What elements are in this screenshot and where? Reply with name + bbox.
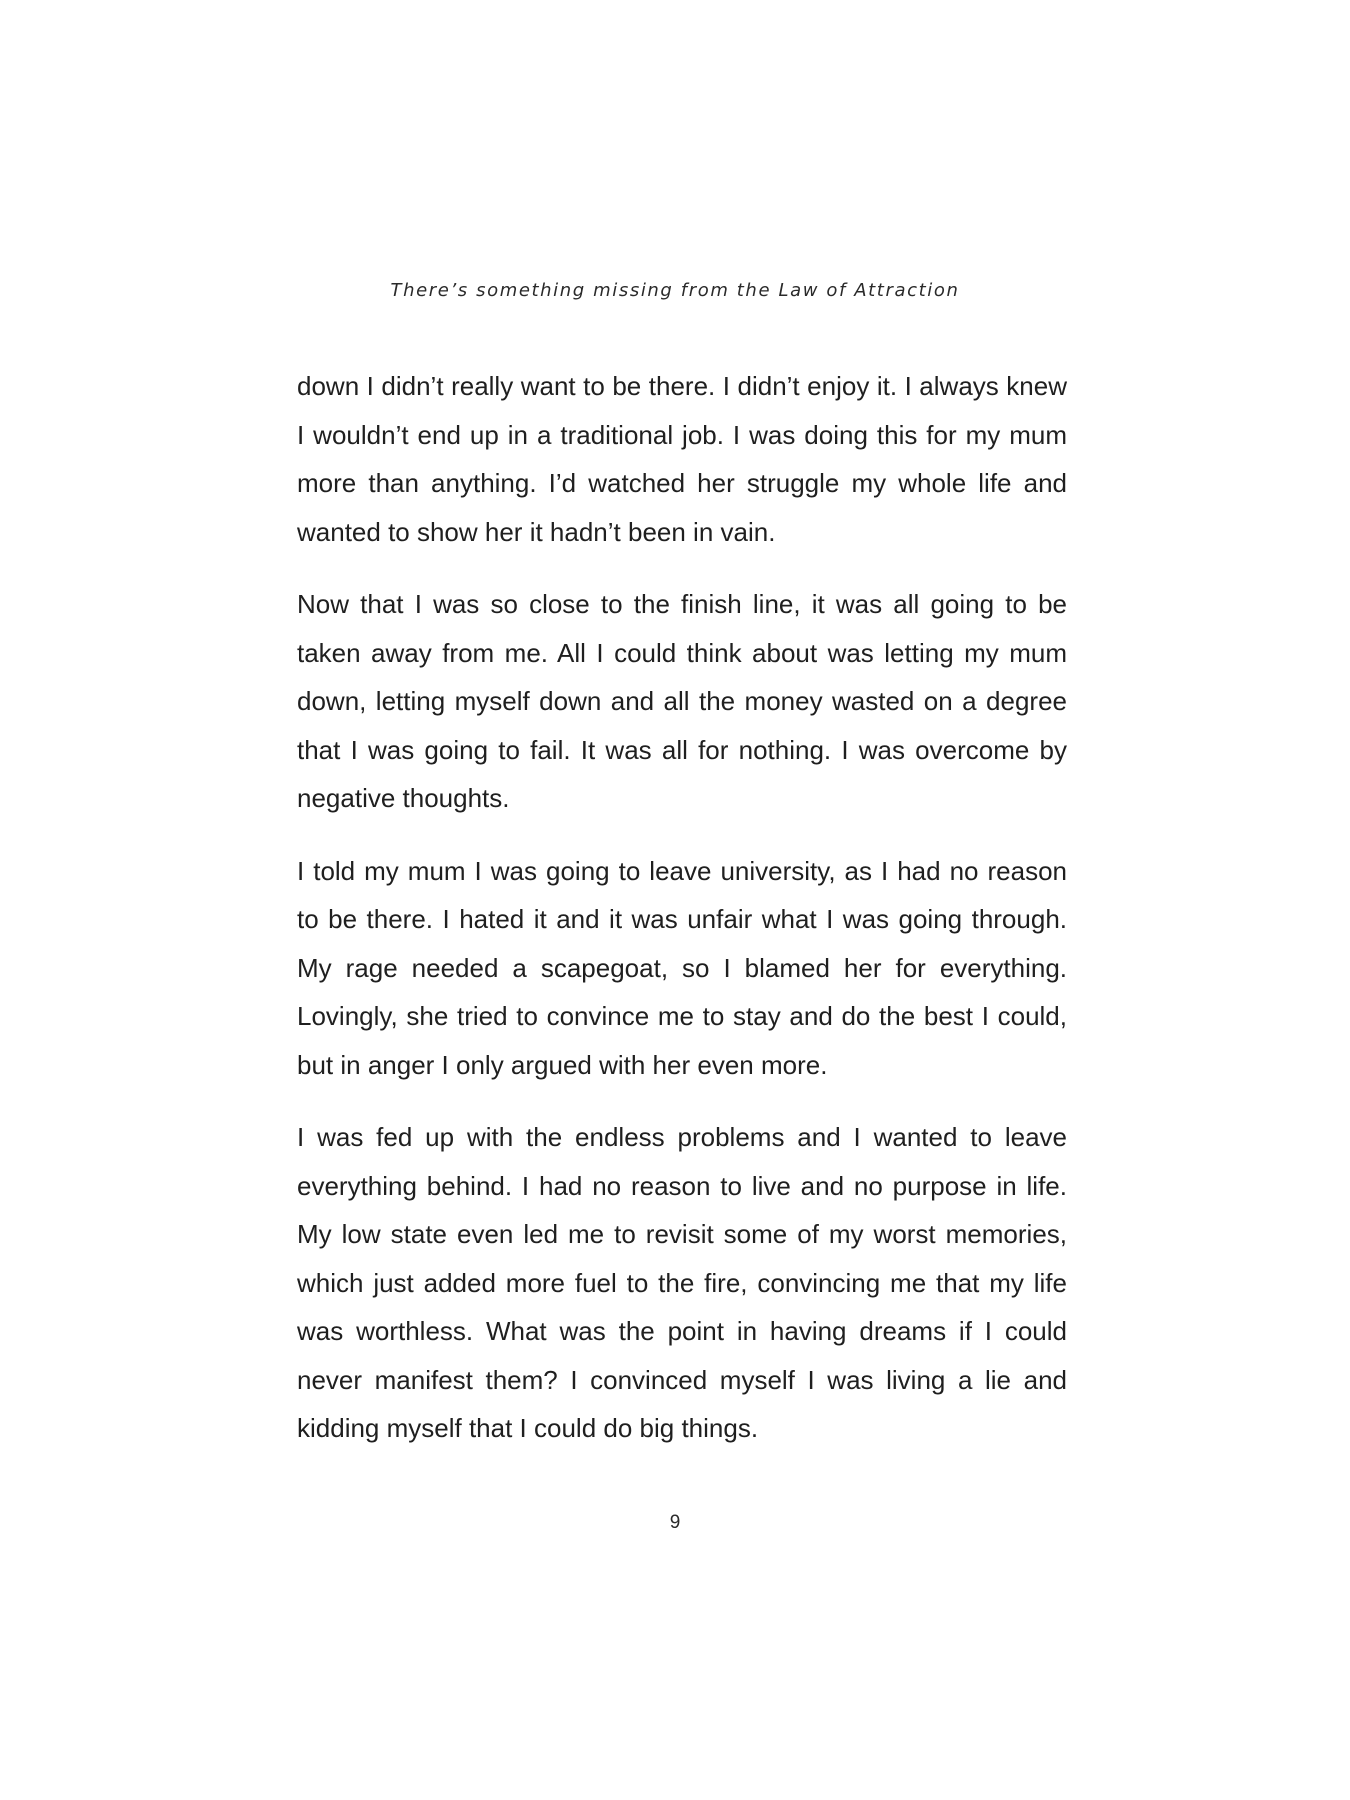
paragraph: Now that I was so close to the finish line, it was all going to be taken away from me. All I could think about was letting my mum down, letting myself down and all the money wasted on a degree that I was going to fail. It was all for nothing. I was overcome by negative thoughts.: [297, 589, 1067, 813]
running-head: There’s something missing from the Law of Attraction: [390, 280, 960, 301]
paragraph: down I didn’t really want to be there. I didn’t enjoy it. I always knew I wouldn’t end up in a traditional job. I was doing this for my mum more than anything. I’d watched her struggle my whole life and wanted to show her it hadn’t been in vain.: [297, 371, 1067, 547]
paragraph: I told my mum I was going to leave university, as I had no reason to be there. I hated it and it was unfair what I was going through. My rage needed a scapegoat, so I blamed her for everything. Lovingly, she tried to convince me to stay and do the best I could, but in anger I only argued with her even more.: [297, 855, 1067, 1080]
paragraph: I was fed up with the endless problems and I wanted to leave everything behind. I had no reason to live and no purpose in life. My low state even led me to revisit some of my worst memories, which just added more fuel to the fire, convincing me that my life was worthless. What was the point in having dreams if I could never manifest them? I convinced myself I was living a lie and kidding myself that I could do big things.: [297, 1122, 1067, 1443]
body-text: [297, 362, 1067, 1453]
page-number: 9: [669, 1512, 681, 1533]
